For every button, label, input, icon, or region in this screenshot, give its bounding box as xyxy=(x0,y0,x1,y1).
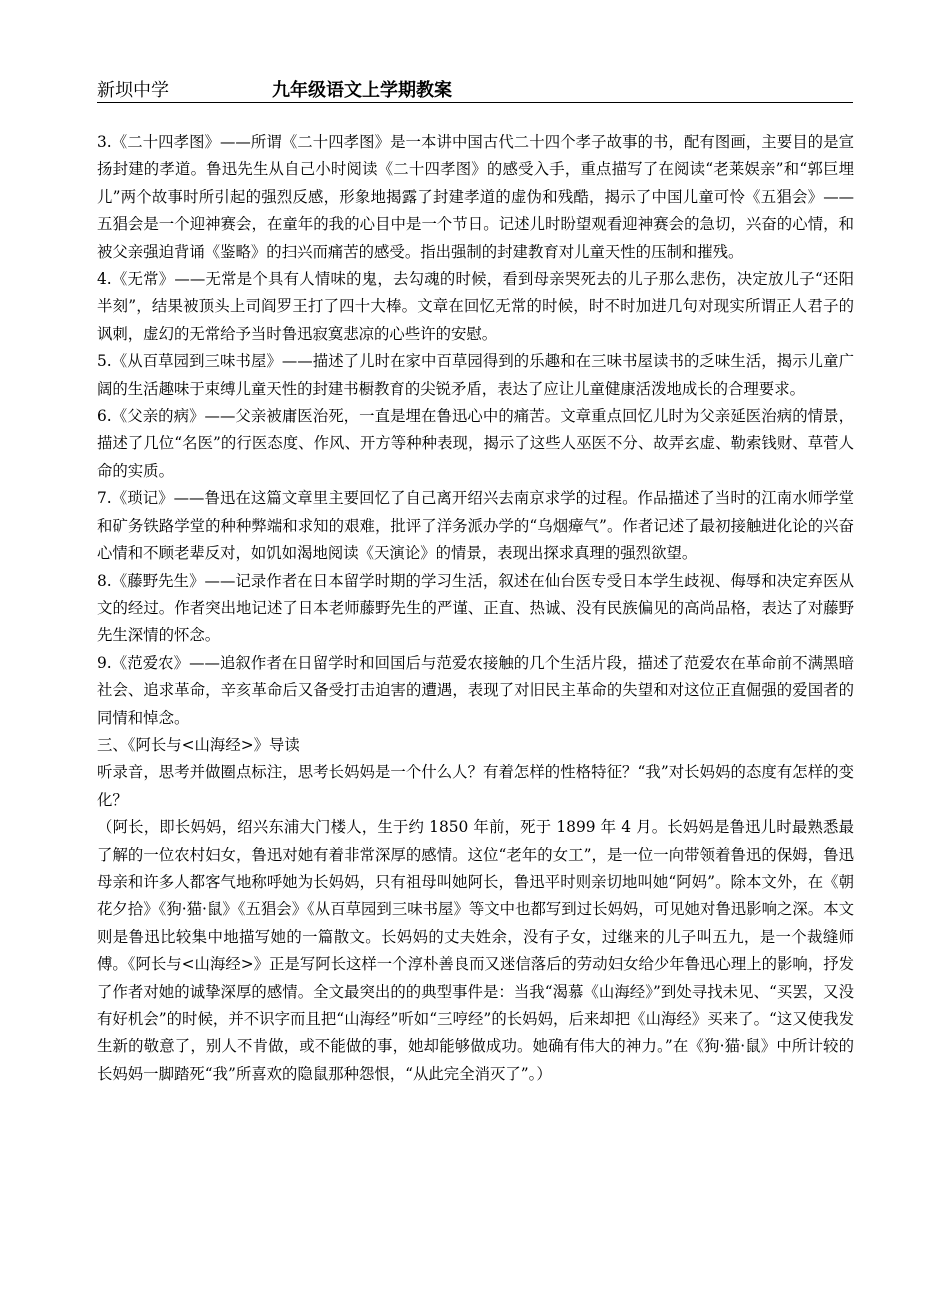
document-body xyxy=(97,129,854,1088)
paragraph-along-background: （阿长，即长妈妈，绍兴东浦大门楼人，生于约 1850 年前，死于 1899 年 4 月。长妈妈是鲁迅儿时最熟悉最了解的一位农村妇女，鲁迅对她有着非常深厚的感情。这位“老年的女工”，是一位一向带领着鲁迅的保姆，鲁迅母亲和许多人都客气地称呼她为长妈妈，只有祖母叫她阿长，鲁迅平时则亲切地叫她“阿妈”。除本文外，在《朝花夕拾》《狗·猫·鼠》《五猖会》《从百草园到三味书屋》等文中也都写到过长妈妈，可见她对鲁迅影响之深。本文则是鲁迅比较集中地描写她的一篇散文。长妈妈的丈夫姓余，没有子女，过继来的儿子叫五九，是一个裁缝师傅。《阿长与<山海经>》正是写阿长这样一个淳朴善良而又迷信落后的劳动妇女给少年鲁迅心理上的影响，抒发了作者对她的诚挚深厚的感情。全文最突出的的典型事件是：当我“渴慕《山海经》”到处寻找未见、“买罢，又没有好机会”的时候，并不识字而且把“山海经”听如“三哼经”的长妈妈，后来却把《山海经》买来了。“这又使我发生新的敬意了，别人不肯做，或不能做的事，她却能够做成功。她确有伟大的神力。”在《狗·猫·鼠》中所计较的长妈妈一脚踏死“我”所喜欢的隐鼠那种怨恨，“从此完全消灭了”。） xyxy=(97,818,854,1083)
paragraph-suoji: 7.《琐记》——鲁迅在这篇文章里主要回忆了自己离开绍兴去南京求学的过程。作品描述了当时的江南水师学堂和矿务铁路学堂的种种弊端和求知的艰难，批评了洋务派办学的“乌烟瘴气”。作者记述了最初接触进化论的兴奋心情和不顾老辈反对，如饥如渴地阅读《天演论》的情景，表现出探求真理的强烈欲望。 xyxy=(97,489,854,563)
paragraph-listening-task: 听录音，思考并做圈点标注，思考长妈妈是一个什么人？有着怎样的性格特征？“我”对长妈妈的态度有怎样的变化？ xyxy=(97,763,854,809)
paragraph-father-illness: 6.《父亲的病》——父亲被庸医治死，一直是埋在鲁迅心中的痛苦。文章重点回忆儿时为父亲延医治病的情景，描述了几位“名医”的行医态度、作风、开方等种种表现，揭示了这些人巫医不分、故弄玄虚、勒索钱财、草菅人命的实质。 xyxy=(97,407,854,480)
section-heading-along: 三、《阿长与<山海经>》导读 xyxy=(97,735,300,754)
paragraph-fujino: 8.《藤野先生》——记录作者在日本留学时期的学习生活，叙述在仙台医专受日本学生歧视、侮辱和决定弃医从文的经过。作者突出地记述了日本老师藤野先生的严谨、正直、热诚、没有民族偏见的高尚品格，表达了对藤野先生深情的怀念。 xyxy=(97,571,854,645)
paragraph-fan-ainong: 9.《范爱农》——追叙作者在日留学时和回国后与范爱农接触的几个生活片段，描述了范爱农在革命前不满黑暗社会、追求革命，辛亥革命后又备受打击迫害的遭遇，表现了对旧民主革命的失望和对这位正直倔强的爱国者的同情和悼念。 xyxy=(97,653,854,727)
page-header xyxy=(97,74,853,103)
school-name: 新坝中学 xyxy=(97,80,169,101)
paragraph-baicaoyuan: 5.《从百草园到三味书屋》——描述了儿时在家中百草园得到的乐趣和在三味书屋读书的乏味生活，揭示儿童广阔的生活趣味于束缚儿童天性的封建书橱教育的尖锐矛盾，表达了应让儿童健康活泼地成长的合理要求。 xyxy=(97,352,854,398)
paragraph-twenty-four-filial: 3.《二十四孝图》——所谓《二十四孝图》是一本讲中国古代二十四个孝子故事的书，配有图画，主要目的是宣扬封建的孝道。鲁迅先生从自己小时阅读《二十四孝图》的感受入手，重点描写了在阅读“老莱娱亲”和“郭巨埋儿”两个故事时所引起的强烈反感，形象地揭露了封建孝道的虚伪和残酷，揭示了中国儿童可怜《五猖会》——五猖会是一个迎神赛会，在童年的我的心目中是一个节日。记述儿时盼望观看迎神赛会的急切，兴奋的心情，和被父亲强迫背诵《鉴略》的扫兴而痛苦的感受。指出强制的封建教育对儿童天性的压制和摧残。 xyxy=(97,133,854,261)
document-title: 九年级语文上学期教案 xyxy=(272,80,452,101)
paragraph-wuchang: 4.《无常》——无常是个具有人情味的鬼，去勾魂的时候，看到母亲哭死去的儿子那么悲伤，决定放儿子“还阳半刻”，结果被顶头上司阎罗王打了四十大棒。文章在回忆无常的时候，时不时加进几句对现实所谓正人君子的讽刺，虚幻的无常给予当时鲁迅寂寞悲凉的心些许的安慰。 xyxy=(97,270,854,343)
